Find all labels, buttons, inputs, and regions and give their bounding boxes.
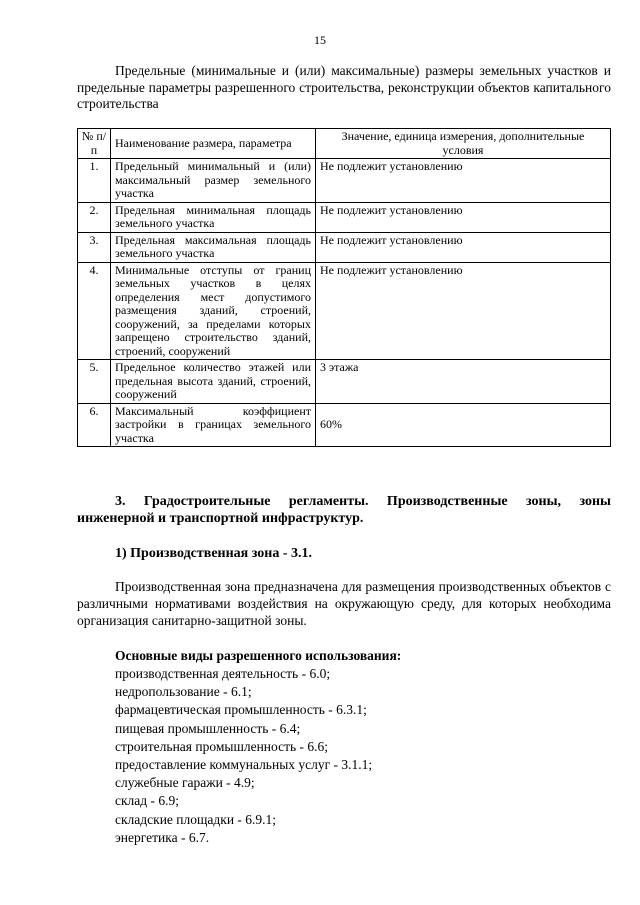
- table-row: [78, 159, 611, 203]
- row-name: Предельная минимальная площадь земельного участка: [111, 202, 316, 232]
- main-uses-list: [115, 665, 372, 847]
- list-item: производственная деятельность - 6.0;: [115, 666, 331, 681]
- list-item: склад - 6.9;: [115, 793, 180, 809]
- row-value: Не подлежит установлению: [316, 159, 611, 203]
- parameters-table: [77, 128, 611, 447]
- list-item: предоставление коммунальных услуг - 3.1.1;: [115, 757, 373, 773]
- row-number: 4.: [78, 262, 111, 360]
- row-number: 5.: [78, 360, 111, 404]
- table-header-row: [78, 129, 611, 159]
- list-item: энергетика - 6.7.: [115, 829, 210, 845]
- row-value: Не подлежит установлению: [316, 232, 611, 262]
- list-item: строительная промышленность - 6.6;: [115, 738, 329, 754]
- row-number: 3.: [78, 232, 111, 262]
- table-row: [78, 360, 611, 404]
- row-name: Минимальные отступы от границ земельных участков в целях определения мест допустимого размещения зданий, строений, сооружений, за пределами которых запрещено строительство зданий, строений, сооружений: [111, 262, 316, 360]
- row-number: 6.: [78, 403, 111, 447]
- row-value: Не подлежит установлению: [316, 262, 611, 360]
- row-name: Предельное количество этажей или предельная высота зданий, строений, сооружений: [111, 360, 316, 404]
- main-uses-title: Основные виды разрешенного использования:: [115, 648, 402, 663]
- table-row: [78, 232, 611, 262]
- list-item: складские площадки - 6.9.1;: [115, 811, 277, 827]
- row-number: 2.: [78, 202, 111, 232]
- zone-title: 1) Производственная зона - 3.1.: [115, 546, 313, 561]
- intro-paragraph: Предельные (минимальные и (или) максимальные) размеры земельных участков и предельные параметры разрешенного строительства, реконструкции объектов капитального строительства: [77, 63, 611, 111]
- row-number: 1.: [78, 159, 111, 203]
- row-name: Предельный минимальный и (или) максимальный размер земельного участка: [111, 159, 316, 203]
- section-title: 3. Градостроительные регламенты. Производственные зоны, зоны инженерной и транспортной инфраструктур.: [77, 494, 611, 526]
- header-name: Наименование размера, параметра: [111, 129, 316, 159]
- list-item: фармацевтическая промышленность - 6.3.1;: [115, 702, 367, 718]
- list-item: пищевая промышленность - 6.4;: [115, 720, 301, 736]
- table-row: [78, 202, 611, 232]
- table-row: [78, 403, 611, 447]
- header-value: Значение, единица измерения, дополнительные условия: [316, 129, 611, 159]
- row-name: Предельная максимальная площадь земельного участка: [111, 232, 316, 262]
- row-value: 3 этажа: [316, 360, 611, 404]
- table-row: [78, 262, 611, 360]
- row-value: 60%: [316, 403, 611, 447]
- zone-description: Производственная зона предназначена для размещения производственных объектов с различными нормативами воздействия на окружающую среду, для которых необходима организация санитарно-защитной зоны.: [77, 579, 611, 628]
- row-name: Максимальный коэффициент застройки в границах земельного участка: [111, 403, 316, 447]
- list-item: служебные гаражи - 4.9;: [115, 775, 255, 791]
- list-item: недропользование - 6.1;: [115, 684, 252, 700]
- page-number: 15: [314, 33, 326, 47]
- header-number: № п/п: [78, 129, 111, 159]
- row-value: Не подлежит установлению: [316, 202, 611, 232]
